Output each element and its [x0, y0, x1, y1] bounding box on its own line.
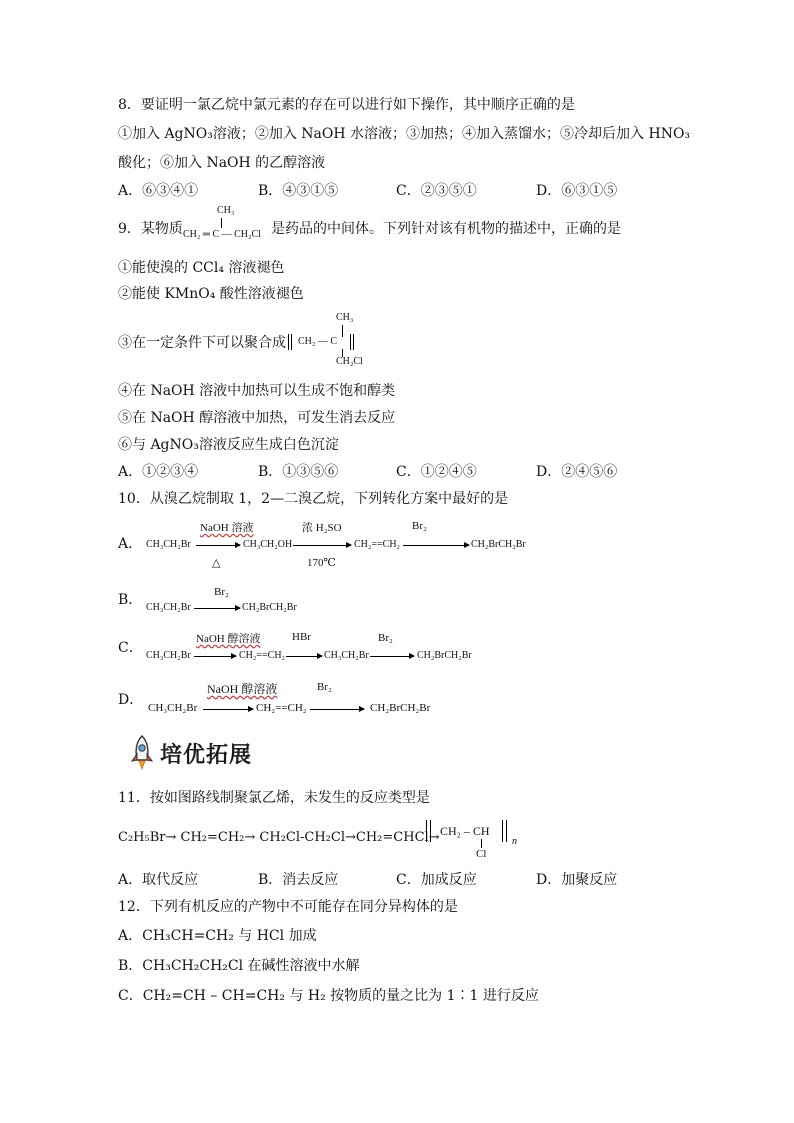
q11-polymer-bracket-right — [502, 820, 507, 842]
q10-c-cond2: HBr — [292, 631, 311, 643]
q10-c-s3: CH₃CH₂Br — [324, 650, 369, 661]
q10-a-cond2: 浓 H₂SO — [302, 522, 342, 534]
q11-option-c: C．加成反应 — [396, 872, 477, 888]
q10-d-s3: CH₂BrCH₂Br — [370, 702, 431, 714]
q11-polymer-cl: Cl — [476, 848, 487, 860]
q11-polymer-bracket-left — [426, 820, 431, 842]
q10-a-s3: CH₂==CH₂ — [354, 539, 401, 550]
q8-ops-line1: ①加入 AgNO₃溶液；②加入 NaOH 水溶液；③加热；④加入蒸馏水；⑤冷却后加入 HNO₃ — [118, 126, 691, 142]
q10-d-s1: CH₃CH₂Br — [148, 702, 198, 714]
q9-option-a: A．①②③④ — [118, 464, 199, 480]
q10-b-arrow — [194, 608, 240, 609]
section-banner-title: 培优拓展 — [160, 742, 253, 768]
q10-stem: 10．从溴乙烷制取 1，2—二溴乙烷，下列转化方案中最好的是 — [118, 491, 509, 507]
q9-structure — [183, 205, 273, 243]
q11-polymer-n: n — [512, 836, 517, 847]
q8-option-b: B．④③①⑤ — [258, 183, 339, 199]
q10-option-c-label: C． — [118, 640, 143, 656]
q10-option-d-label: D． — [118, 692, 144, 708]
q9-stem-pre: 9．某物质 — [118, 221, 183, 237]
q10-d-s2: CH₂==CH₂ — [256, 702, 307, 714]
q10-a-arrow3 — [403, 545, 469, 546]
q9-option-d: D．②④⑤⑥ — [536, 464, 618, 480]
q10-c-cond1: NaOH 醇溶液 — [196, 633, 261, 645]
q10-option-b-label: B． — [118, 592, 143, 608]
q12-option-c: C．CH₂=CH – CH=CH₂ 与 H₂ 按物质的量之比为 1∶1 进行反应 — [118, 988, 539, 1004]
q9-polymer-ch2cl: CH₂Cl — [336, 356, 363, 367]
q10-a-s2: CH₃CH₂OH — [243, 539, 293, 550]
q10-option-a-label: A． — [118, 536, 143, 552]
q9-polymer-bracket-right — [350, 334, 354, 350]
q11-route: C₂H₅Br→ CH₂=CH₂→ CH₂Cl-CH₂Cl→CH₂=CHCl→ — [118, 830, 440, 845]
q9-polymer-bracket-left — [288, 334, 292, 350]
q10-c-arrow1 — [194, 656, 236, 657]
q9-statement-5: ⑤在 NaOH 醇溶液中加热，可发生消去反应 — [118, 410, 396, 426]
q9-structure-bond — [221, 218, 222, 228]
q11-option-a: A．取代反应 — [118, 872, 199, 888]
q9-structure-main: CH₂ ═ C — CH₂Cl — [183, 229, 261, 240]
q8-option-c: C．②③⑤① — [396, 183, 477, 199]
q9-polymer-ch3: CH₃ — [336, 312, 354, 323]
q10-d-arrow1 — [203, 709, 253, 710]
q10-d-arrow2 — [310, 709, 364, 710]
q10-a-arrow2 — [293, 545, 351, 546]
q10-c-arrow2 — [286, 656, 322, 657]
q10-c-arrow3 — [370, 656, 414, 657]
q11-polymer-main: CH₂ – CH — [440, 824, 490, 838]
q10-c-s4: CH₂BrCH₂Br — [417, 650, 472, 661]
q10-a-cond1: NaOH 溶液 — [200, 522, 254, 534]
q9-statement-2: ②能使 KMnO₄ 酸性溶液褪色 — [118, 286, 304, 302]
q9-polymer-bond-up — [342, 325, 343, 337]
q11-option-d: D．加聚反应 — [536, 872, 618, 888]
q9-polymer — [288, 312, 378, 370]
q12-option-a: A．CH₃CH=CH₂ 与 HCl 加成 — [118, 928, 317, 944]
q10-a-s1: CH₃CH₂Br — [146, 539, 191, 550]
q10-a-cond3: Br₂ — [412, 520, 427, 532]
q10-c-s1: CH₃CH₂Br — [146, 650, 191, 661]
q9-option-c: C．①②④⑤ — [396, 464, 477, 480]
q10-d-cond2: Br₂ — [317, 681, 332, 693]
q11-stem: 11．按如图路线制聚氯乙烯，未发生的反应类型是 — [118, 790, 430, 806]
q10-b-s1: CH₃CH₂Br — [146, 602, 191, 613]
q8-option-a: A．⑥③④① — [118, 183, 199, 199]
q10-a-below1: △ — [212, 557, 221, 569]
q9-structure-ch3: CH₃ — [217, 205, 235, 216]
q9-statement-6: ⑥与 AgNO₃溶液反应生成白色沉淀 — [118, 437, 339, 453]
q11-option-b: B．消去反应 — [258, 872, 339, 888]
q10-b-s2: CH₂BrCH₂Br — [242, 602, 297, 613]
q10-a-below2: 170℃ — [307, 557, 336, 569]
q10-b-cond1: Br₂ — [214, 586, 229, 598]
q12-option-b: B．CH₃CH₂CH₂Cl 在碱性溶液中水解 — [118, 958, 360, 974]
q9-option-b: B．①③⑤⑥ — [258, 464, 339, 480]
q9-statement-3: ③在一定条件下可以聚合成 — [118, 335, 286, 351]
q8-stem: 8．要证明一氯乙烷中氯元素的存在可以进行如下操作，其中顺序正确的是 — [118, 97, 575, 113]
q9-statement-1: ①能使溴的 CCl₄ 溶液褪色 — [118, 260, 285, 276]
rocket-icon — [128, 734, 156, 772]
q9-polymer-main: CH₂ — C — [298, 336, 338, 347]
q10-c-s2: CH₂==CH₂ — [239, 650, 286, 661]
q10-a-arrow1 — [196, 545, 240, 546]
section-banner — [128, 733, 252, 773]
q12-stem: 12．下列有机反应的产物中不可能存在同分异构体的是 — [118, 899, 458, 915]
q11-polymer — [426, 818, 526, 864]
q9-statement-4: ④在 NaOH 溶液中加热可以生成不饱和醇类 — [118, 383, 396, 399]
q11-polymer-bond — [481, 839, 482, 848]
q8-option-d: D．⑥③①⑤ — [536, 183, 618, 199]
q10-a-s4: CH₂BrCH₂Br — [471, 539, 526, 550]
q10-d-cond1: NaOH 醇溶液 — [207, 682, 278, 696]
q9-stem-post: 是药品的中间体。下列针对该有机物的描述中，正确的是 — [271, 221, 621, 237]
q8-ops-line2: 酸化；⑥加入 NaOH 的乙醇溶液 — [118, 155, 326, 171]
q10-c-cond3: Br₂ — [378, 632, 393, 644]
